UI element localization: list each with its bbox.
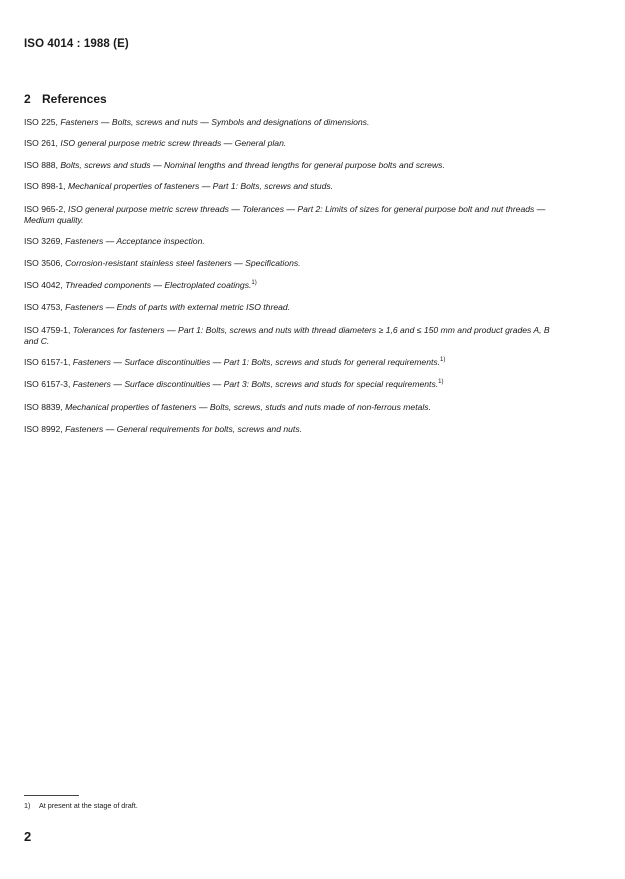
footnote-divider [24,795,79,796]
reference-item: ISO 8992, Fasteners — General requirements for bolts, screws and nuts. [24,424,303,434]
reference-item: ISO 965-2, ISO general purpose metric screw threads — Tolerances — Part 2: Limits of sizes for general purpose bolt and nut threads — Medium quality. [24,204,546,225]
footnote [24,801,138,810]
section-title: References [42,92,107,106]
reference-item: ISO 4042, Threaded components — Electroplated coatings.$^{1)}$ [24,280,257,290]
section-heading [24,92,107,106]
reference-item: ISO 6157-3, Fasteners — Surface discontinuities — Part 3: Bolts, screws and studs for special requirements.$^{1)}$ [24,379,444,389]
section-number: 2 [24,92,31,106]
reference-item: ISO 888, Bolts, screws and studs — Nominal lengths and thread lengths for general purpose bolts and screws. [24,160,445,170]
footnote-mark: 1) [24,801,31,810]
document-id-header: ISO 4014 : 1988 (E) [24,38,129,50]
reference-item: ISO 8839, Mechanical properties of fasteners — Bolts, screws, studs and nuts made of non-ferrous metals. [24,402,431,412]
reference-item: ISO 898-1, Mechanical properties of fasteners — Part 1: Bolts, screws and studs. [24,181,334,191]
reference-item: ISO 225, Fasteners — Bolts, screws and nuts — Symbols and designations of dimensions. [24,117,370,127]
page-number: 2 [24,829,32,844]
reference-item: ISO 3269, Fasteners — Acceptance inspection. [24,236,205,246]
reference-item: ISO 6157-1, Fasteners — Surface discontinuities — Part 1: Bolts, screws and studs for general requirements.$^{1)}$ [24,357,446,367]
reference-item: ISO 4753, Fasteners — Ends of parts with external metric ISO thread. [24,302,291,312]
reference-item: ISO 3506, Corrosion-resistant stainless steel fasteners — Specifications. [24,258,301,268]
reference-item: ISO 261, ISO general purpose metric screw threads — General plan. [24,138,287,148]
footnote-text: At present at the stage of draft. [39,801,138,810]
reference-item: ISO 4759-1, Tolerances for fasteners — Part 1: Bolts, screws and nuts with thread diameters ≥ 1,6 and ≤ 150 mm and product grades A, B and C. [24,325,550,346]
